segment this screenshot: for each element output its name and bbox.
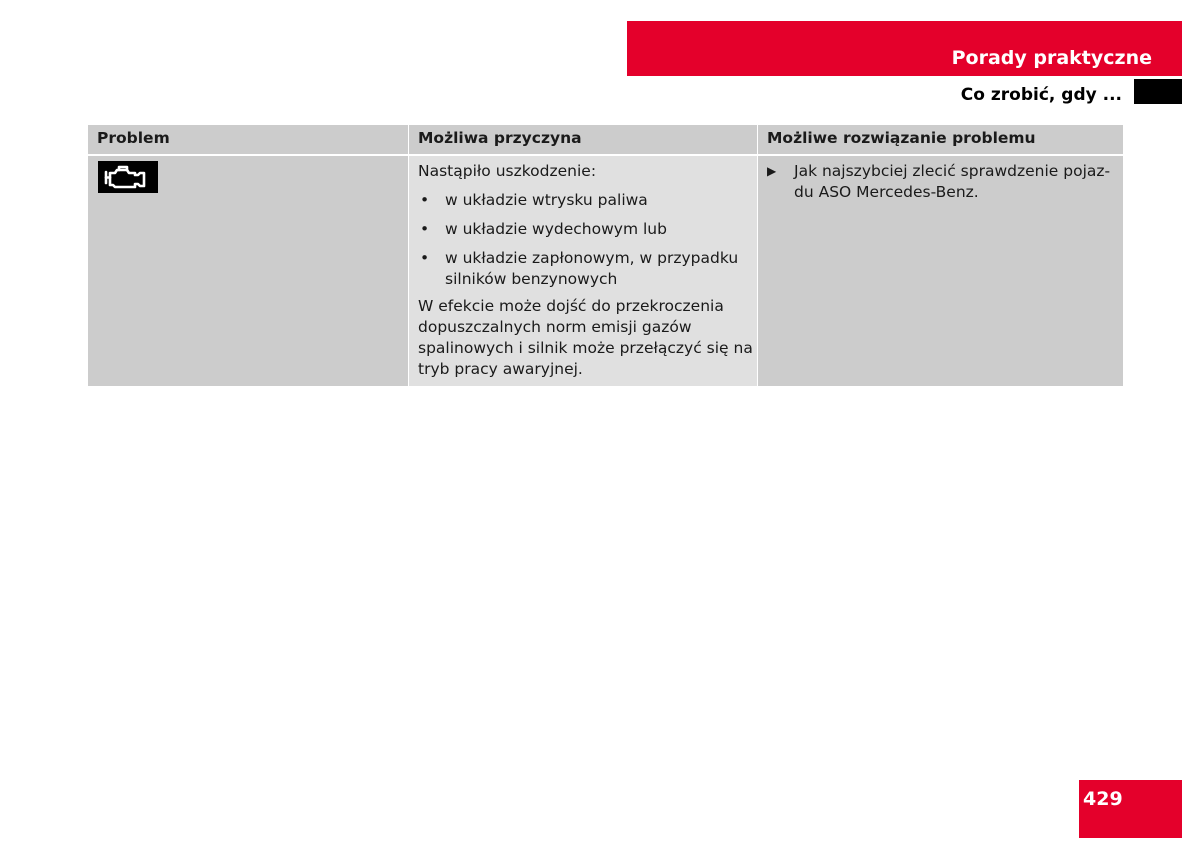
- cause-effect-line: spalinowych i silnik może przełączyć się na: [418, 339, 753, 357]
- solution-cell: [758, 156, 1123, 386]
- section-banner: [627, 21, 1182, 76]
- list-item: [418, 190, 748, 211]
- check-engine-icon: [98, 161, 158, 193]
- arrow-right-icon: ▶: [767, 164, 777, 178]
- subsection-title: Co zrobić, gdy ...: [960, 85, 1122, 105]
- chapter-tab: [1134, 79, 1182, 104]
- bullet-dot: •: [420, 191, 430, 209]
- list-item-text-continued: silników benzynowych: [445, 270, 618, 288]
- header-problem: Problem: [88, 125, 408, 155]
- solution-line: du ASO Mercedes-Benz.: [794, 183, 979, 201]
- section-title: Porady praktyczne: [951, 47, 1152, 69]
- list-item: [418, 219, 748, 240]
- header-cause: Możliwa przyczyna: [408, 125, 758, 155]
- list-item-text: w układzie zapłonowym, w przypadku: [445, 249, 739, 267]
- cause-effect-line: W efekcie może dojść do przekroczenia: [418, 297, 724, 315]
- problem-cell: [88, 156, 408, 386]
- page-number: 429: [1083, 788, 1123, 810]
- list-item: [418, 248, 748, 290]
- problem-table: [88, 125, 1123, 386]
- bullet-dot: •: [420, 220, 430, 238]
- solution-line: Jak najszybciej zlecić sprawdzenie pojaz-: [794, 162, 1111, 180]
- cause-effect: [418, 296, 753, 380]
- problem-column: [88, 125, 408, 386]
- cause-intro: Nastąpiło uszkodzenie:: [418, 162, 597, 180]
- solution-column: [758, 125, 1123, 386]
- list-item-text: w układzie wtrysku paliwa: [445, 191, 648, 209]
- solution-step: [767, 161, 1114, 203]
- cause-cell: [408, 156, 758, 386]
- cause-column: [408, 125, 758, 386]
- header-solution: Możliwe rozwiązanie problemu: [758, 125, 1123, 155]
- cause-effect-line: dopuszczalnych norm emisji gazów: [418, 318, 692, 336]
- cause-effect-line: tryb pracy awaryjnej.: [418, 360, 583, 378]
- bullet-dot: •: [420, 249, 430, 267]
- list-item-text: w układzie wydechowym lub: [445, 220, 667, 238]
- page-number-box: [1079, 780, 1182, 838]
